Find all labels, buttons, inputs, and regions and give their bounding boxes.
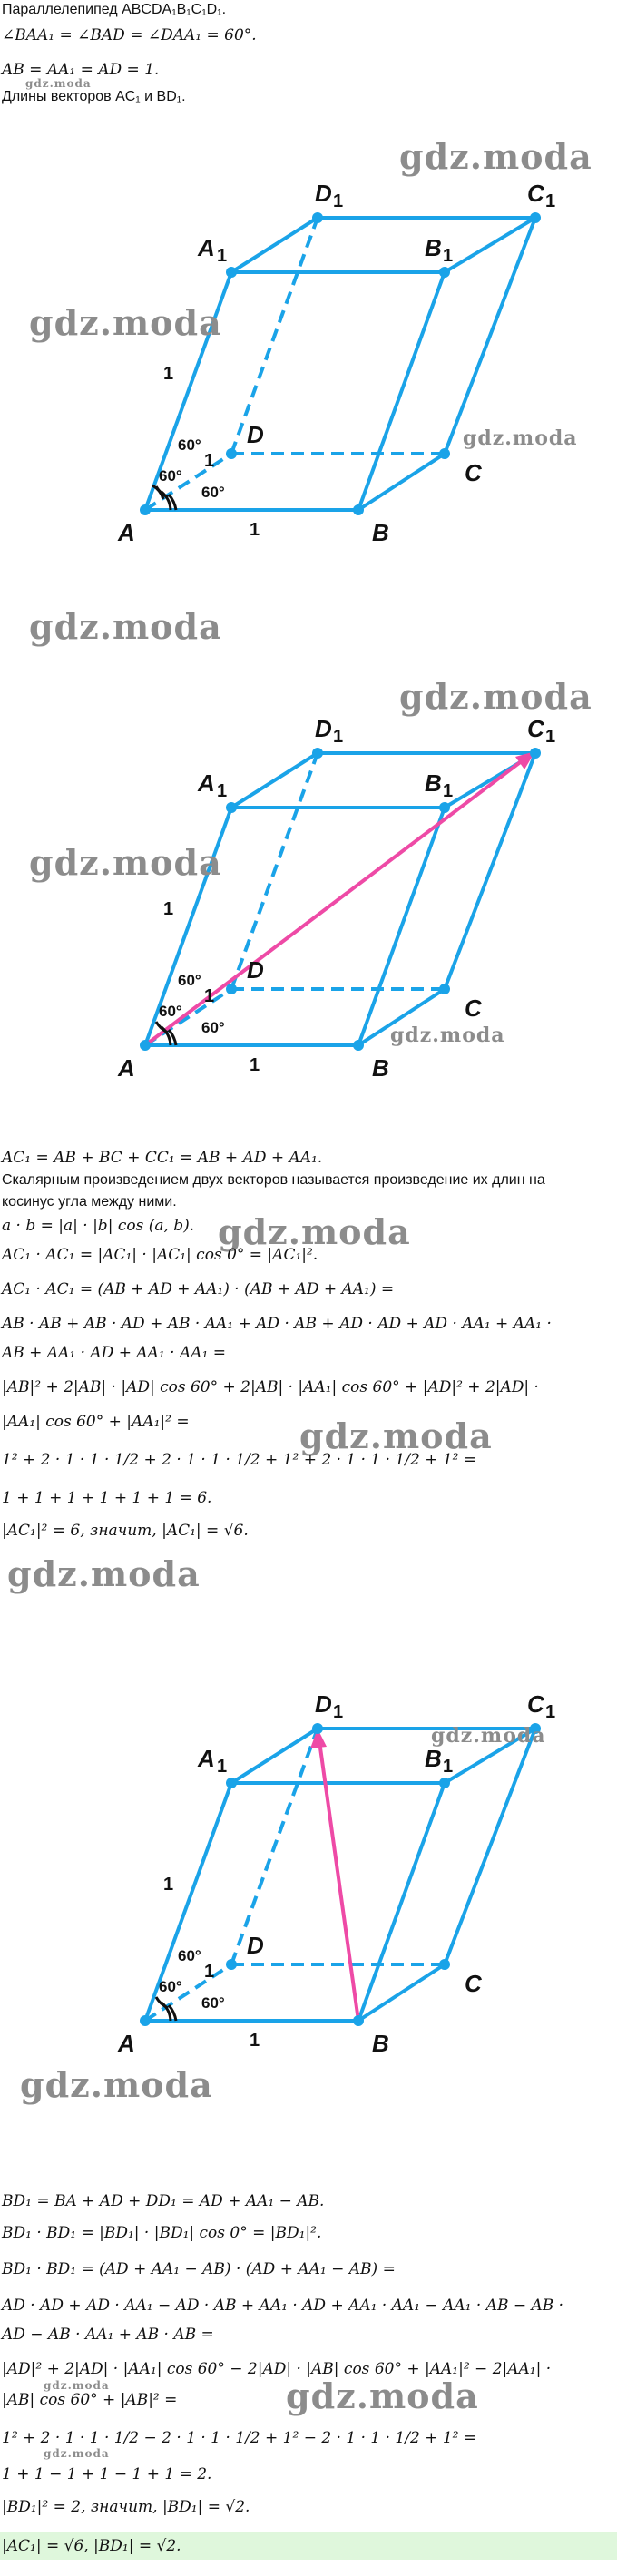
svg-text:B: B — [425, 1745, 442, 1772]
edge-label: 1 — [204, 451, 215, 471]
svg-text:1: 1 — [443, 781, 454, 801]
watermark: gdz.moda — [44, 2447, 110, 2460]
svg-text:1: 1 — [333, 1702, 344, 1722]
svg-text:1: 1 — [333, 727, 344, 747]
point-label-D1: D — [315, 180, 332, 207]
point-label-A: A — [118, 519, 135, 544]
problem-statement: Параллелепипед ABCDA₁B₁C₁D₁. — [2, 2, 227, 17]
point-label-B1: B — [425, 234, 442, 261]
svg-text:1: 1 — [545, 1702, 556, 1722]
angle-label: 60° — [159, 467, 182, 485]
point-label-C1: C — [527, 180, 544, 207]
edge-label: 1 — [163, 364, 174, 384]
svg-text:1: 1 — [217, 246, 228, 266]
point-label-D: D — [247, 421, 264, 448]
svg-text:1: 1 — [217, 1757, 228, 1777]
svg-text:B: B — [425, 769, 442, 797]
svg-text:1: 1 — [333, 191, 344, 211]
svg-text:1: 1 — [250, 2031, 260, 2051]
point-label-C: C — [465, 459, 482, 486]
watermark: gdz.moda — [25, 77, 92, 90]
final-answer: |AC₁| = √6, |BD₁| = √2. — [2, 2537, 181, 2555]
svg-text:1: 1 — [217, 781, 228, 801]
svg-text:B: B — [372, 1054, 389, 1080]
svg-text:D: D — [247, 1932, 264, 1959]
svg-text:60°: 60° — [201, 1994, 225, 2012]
svg-text:1: 1 — [545, 191, 556, 211]
parallelepiped-figure-1 — [0, 154, 617, 544]
length-condition: AB = AA₁ = AD = 1. — [2, 61, 160, 79]
watermark: gdz.moda — [218, 1211, 411, 1252]
svg-text:1: 1 — [545, 727, 556, 747]
svg-text:1: 1 — [204, 1962, 215, 1982]
svg-text:1: 1 — [163, 899, 174, 919]
watermark: gdz.moda — [463, 426, 578, 450]
svg-text:1: 1 — [443, 1757, 454, 1777]
svg-text:60°: 60° — [201, 1019, 225, 1036]
svg-text:C: C — [465, 1970, 482, 1997]
svg-text:1: 1 — [443, 246, 454, 266]
svg-text:60°: 60° — [178, 972, 201, 989]
watermark: gdz.moda — [29, 302, 222, 343]
svg-text:60°: 60° — [178, 1947, 201, 1964]
svg-text:B: B — [372, 2030, 389, 2055]
svg-text:A: A — [198, 769, 215, 797]
svg-text:D: D — [315, 715, 332, 742]
watermark: gdz.moda — [299, 1415, 493, 1456]
svg-text:C: C — [527, 715, 544, 742]
svg-text:A: A — [118, 1054, 135, 1080]
svg-text:A: A — [118, 2030, 135, 2055]
svg-text:D: D — [315, 1690, 332, 1718]
watermark: gdz.moda — [399, 676, 593, 717]
parallelepiped-figure-2 — [0, 690, 617, 1080]
watermark: gdz.moda — [7, 1553, 201, 1594]
svg-text:1: 1 — [250, 1055, 260, 1075]
watermark: gdz.moda — [286, 2375, 479, 2416]
angle-label: 60° — [201, 484, 225, 501]
watermark: gdz.moda — [29, 842, 222, 883]
svg-text:C: C — [527, 1690, 544, 1718]
watermark: gdz.moda — [29, 606, 222, 647]
task-line: Длины векторов AC₁ и BD₁. — [2, 89, 186, 104]
angle-label: 60° — [178, 436, 201, 454]
svg-text:D: D — [247, 956, 264, 984]
edge-label: 1 — [250, 520, 260, 540]
point-label-B: B — [372, 519, 389, 544]
svg-text:60°: 60° — [159, 1003, 182, 1020]
watermark: gdz.moda — [44, 2379, 110, 2392]
svg-text:A: A — [198, 1745, 215, 1772]
watermark: gdz.moda — [399, 136, 593, 177]
angle-condition: ∠BAA₁ = ∠BAD = ∠DAA₁ = 60°. — [2, 26, 257, 44]
watermark: gdz.moda — [20, 2064, 213, 2105]
watermark: gdz.moda — [390, 1024, 505, 1047]
watermark: gdz.moda — [431, 1724, 546, 1748]
svg-text:1: 1 — [163, 1875, 174, 1895]
svg-text:1: 1 — [204, 986, 215, 1006]
point-label-A1: A — [198, 234, 215, 261]
svg-text:60°: 60° — [159, 1978, 182, 1995]
svg-text:C: C — [465, 994, 482, 1022]
